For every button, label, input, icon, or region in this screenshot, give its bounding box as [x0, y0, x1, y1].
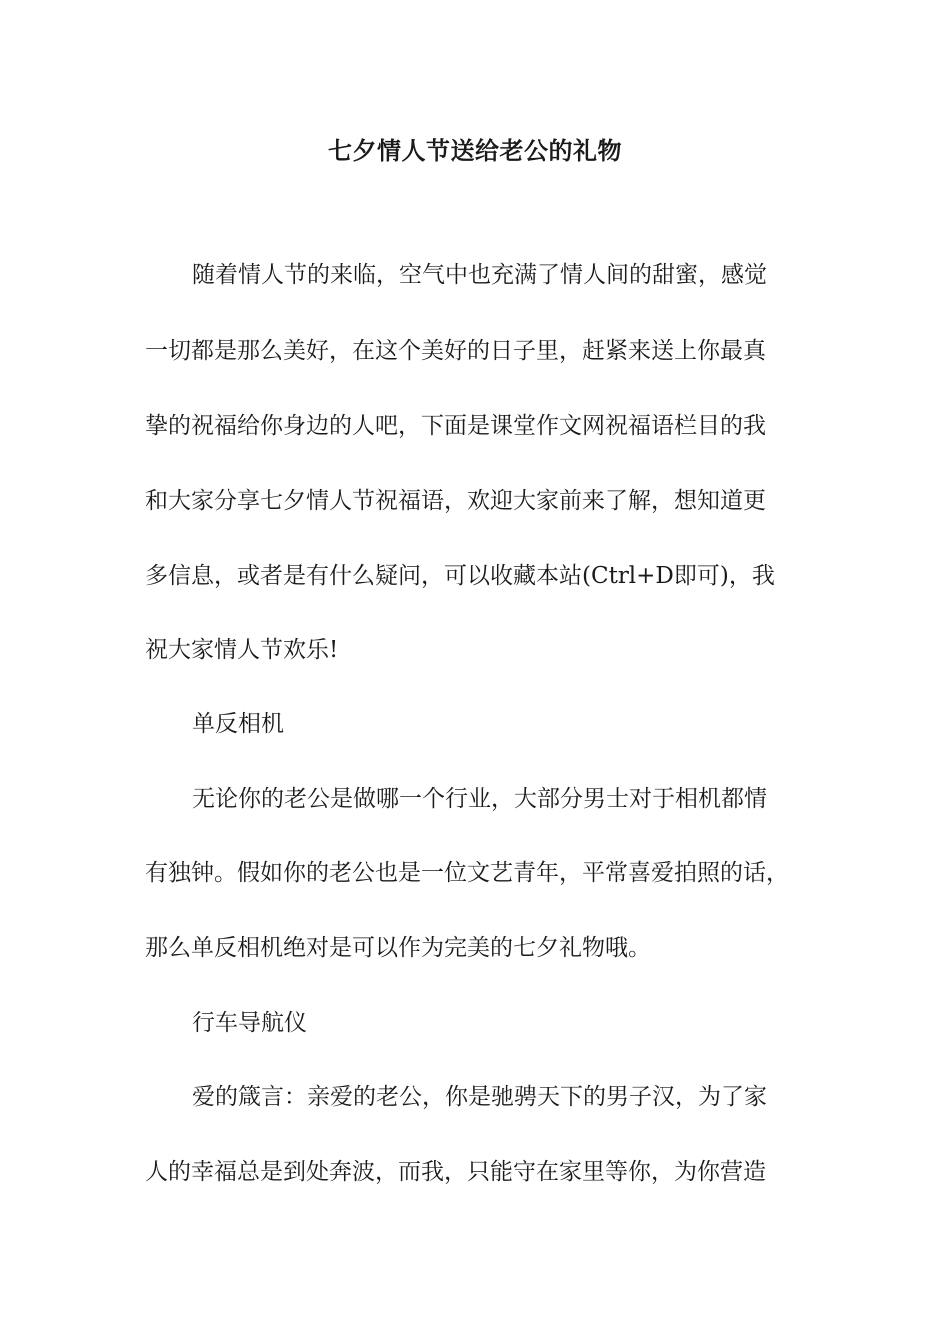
paragraph-line: 爱的箴言：亲爱的老公，你是驰骋天下的男子汉，为了家 [192, 1084, 767, 1110]
paragraph-line: 人的幸福总是到处奔波，而我，只能守在家里等你，为你营造 [145, 1159, 766, 1185]
paragraph-line: 和大家分享七夕情人节祝福语，欢迎大家前来了解，想知道更 [145, 488, 766, 514]
paragraph-line: 多信息，或者是有什么疑问，可以收藏本站(Ctrl+D即可)，我 [145, 563, 775, 589]
section-heading-camera: 单反相机 [192, 711, 284, 737]
paragraph-line: 那么单反相机绝对是可以作为完美的七夕礼物哦。 [145, 935, 651, 961]
section-heading-navigator: 行车导航仪 [192, 1010, 307, 1036]
paragraph-line: 挚的祝福给你身边的人吧，下面是课堂作文网祝福语栏目的我 [145, 413, 766, 439]
paragraph-line: 一切都是那么美好，在这个美好的日子里，赶紧来送上你最真 [145, 338, 766, 364]
paragraph-line: 无论你的老公是做哪一个行业，大部分男士对于相机都情 [192, 786, 767, 812]
document-title: 七夕情人节送给老公的礼物 [328, 136, 622, 165]
paragraph-line: 随着情人节的来临，空气中也充满了情人间的甜蜜，感觉 [192, 262, 767, 288]
paragraph-line: 祝大家情人节欢乐! [145, 637, 339, 663]
paragraph-line: 有独钟。假如你的老公也是一位文艺青年，平常喜爱拍照的话， [145, 860, 789, 886]
